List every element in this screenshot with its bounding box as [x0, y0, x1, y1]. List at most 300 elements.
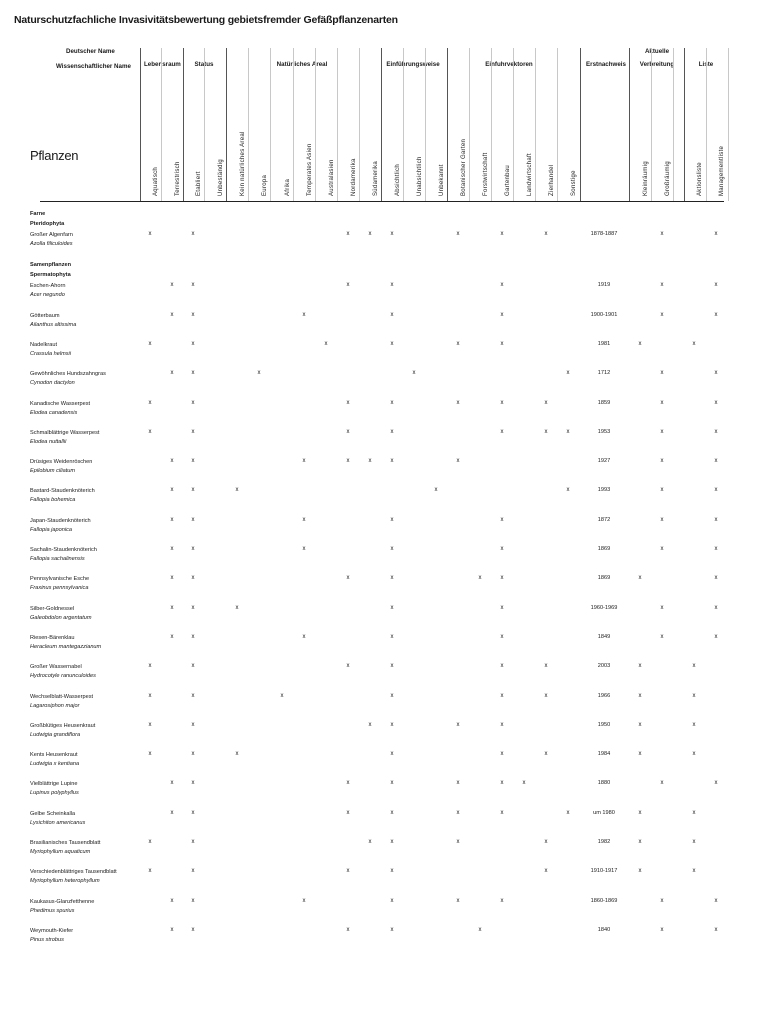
mark-cell: x	[324, 340, 328, 347]
erstnachweis-value: 1960-1969	[590, 604, 618, 611]
mark-cell: x	[714, 282, 718, 289]
species-latin-name: Fraxinus pennsylvanica	[30, 585, 89, 592]
mark-cell: x	[191, 282, 195, 289]
species-german-name: Kaukasus-Glanzfetthenne	[30, 898, 95, 905]
section-label: Farne	[30, 211, 46, 217]
mark-cell: x	[714, 487, 718, 494]
mark-cell: x	[191, 780, 195, 787]
mark-cell: x	[170, 575, 174, 582]
mark-cell: x	[660, 231, 664, 237]
table-row	[30, 898, 94, 916]
table-row	[30, 429, 99, 447]
table-row	[30, 370, 106, 388]
pflanzen-label: Pflanzen	[30, 148, 79, 163]
mark-cell: x	[390, 231, 394, 237]
species-latin-name: Myriophyllum heterophyllum	[30, 878, 100, 885]
species-german-name: Kents Heusenkraut	[30, 752, 78, 759]
mark-cell: x	[148, 663, 152, 670]
mark-cell: x	[346, 575, 350, 582]
table-row	[30, 605, 92, 623]
mark-cell: x	[191, 458, 195, 465]
column-header: Botanischer Garten	[461, 138, 467, 196]
table-row	[30, 663, 96, 681]
column-separator	[629, 48, 630, 201]
header-einfuhrweise: Einführungsweise	[386, 61, 440, 68]
mark-cell: x	[638, 692, 642, 699]
mark-cell: x	[170, 282, 174, 289]
mark-cell: x	[544, 428, 548, 435]
mark-cell: x	[390, 897, 394, 904]
mark-cell: x	[170, 780, 174, 787]
species-latin-name: Hydrocotyle ranunculoides	[30, 673, 96, 680]
section-label: Samenpflanzen	[30, 262, 72, 269]
mark-cell: x	[390, 516, 394, 523]
mark-cell: x	[692, 868, 696, 875]
species-latin-name: Epilobium ciliatum	[30, 468, 76, 475]
mark-cell: x	[191, 340, 195, 347]
erstnachweis-value: 1927	[597, 458, 611, 465]
erstnachweis-value: 1982	[597, 839, 611, 845]
mark-cell: x	[566, 809, 570, 816]
mark-cell: x	[390, 692, 394, 699]
column-separator	[183, 48, 184, 201]
mark-cell: x	[638, 721, 642, 728]
column-separator	[491, 48, 492, 201]
column-separator	[651, 48, 652, 201]
header-verbreitung-1: Aktuelle	[644, 48, 670, 55]
mark-cell: x	[302, 311, 306, 318]
erstnachweis-value: 1966	[597, 692, 611, 699]
column-header: Nordamerika	[351, 158, 357, 196]
mark-cell: x	[191, 633, 195, 640]
mark-cell: x	[368, 721, 372, 728]
mark-cell: x	[191, 428, 195, 435]
mark-cell: x	[638, 751, 642, 758]
table-row	[30, 282, 65, 300]
mark-cell: x	[500, 282, 504, 289]
column-separator	[673, 48, 674, 201]
erstnachweis-value: 1953	[597, 428, 611, 435]
column-separator	[359, 48, 360, 201]
table-row	[30, 231, 73, 249]
mark-cell: x	[660, 546, 664, 552]
column-separator	[425, 48, 426, 201]
mark-cell: x	[346, 926, 350, 933]
erstnachweis-value: um 1980	[593, 809, 615, 816]
table-row	[30, 722, 95, 740]
column-header: Aktionsliste	[697, 162, 703, 196]
column-header: Kein natürliches Areal	[240, 131, 246, 196]
column-separator	[706, 48, 707, 201]
mark-cell: x	[692, 809, 696, 816]
mark-cell: x	[235, 487, 239, 494]
header-verbreitung-2: Verbreitung	[639, 61, 675, 68]
mark-cell: x	[170, 311, 174, 318]
species-german-name: Riesen-Bärenklau	[30, 634, 75, 641]
mark-cell: x	[714, 311, 718, 318]
mark-cell: x	[170, 458, 174, 465]
mark-cell: x	[412, 370, 416, 377]
mark-cell: x	[302, 897, 306, 904]
species-latin-name: Phedimus spurius	[30, 907, 75, 914]
mark-cell: x	[148, 428, 152, 435]
mark-cell: x	[544, 868, 548, 875]
species-german-name: Japan-Staudenknöterich	[30, 517, 91, 524]
mark-cell: x	[390, 839, 394, 845]
mark-cell: x	[500, 399, 504, 406]
mark-cell: x	[148, 692, 152, 699]
mark-cell: x	[714, 780, 718, 787]
mark-cell: x	[390, 458, 394, 465]
erstnachweis-value: 1880	[597, 780, 611, 787]
column-header: Landwirtschaft	[527, 153, 533, 196]
species-latin-name: Lupinus polyphyllus	[30, 790, 79, 797]
mark-cell: x	[191, 721, 195, 728]
column-header: Kleinräumig	[643, 161, 649, 196]
species-latin-name: Ailanthus altissima	[30, 321, 77, 328]
mark-cell: x	[346, 231, 350, 237]
species-german-name: Wechselblatt-Wasserpest	[30, 693, 94, 700]
mark-cell: x	[500, 751, 504, 758]
column-header: Australasien	[329, 159, 335, 196]
mark-cell: x	[191, 809, 195, 816]
mark-cell: x	[191, 516, 195, 523]
mark-cell: x	[638, 868, 642, 875]
mark-cell: x	[148, 721, 152, 728]
mark-cell: x	[280, 692, 284, 699]
mark-cell: x	[500, 231, 504, 237]
mark-cell: x	[638, 809, 642, 816]
mark-cell: x	[170, 370, 174, 377]
mark-cell: x	[390, 575, 394, 582]
species-german-name: Weymouth-Kiefer	[30, 927, 74, 934]
mark-cell: x	[500, 633, 504, 640]
mark-cell: x	[566, 370, 570, 377]
mark-cell: x	[170, 897, 174, 904]
mark-cell: x	[566, 428, 570, 435]
mark-cell: x	[500, 721, 504, 728]
mark-cell: x	[500, 428, 504, 435]
mark-cell: x	[692, 839, 696, 845]
mark-cell: x	[660, 633, 664, 640]
erstnachweis-value: 1869	[597, 546, 611, 552]
column-separator	[535, 48, 536, 201]
mark-cell: x	[544, 663, 548, 670]
erstnachweis-value: 1849	[597, 633, 611, 640]
column-separator	[513, 48, 514, 201]
mark-cell: x	[390, 546, 394, 552]
mark-cell: x	[368, 458, 372, 465]
species-german-name: Nadelkraut	[30, 341, 58, 348]
mark-cell: x	[660, 516, 664, 523]
mark-cell: x	[456, 780, 460, 787]
header-liste: Liste	[698, 61, 714, 68]
species-latin-name: Galeobdolon argentatum	[30, 614, 92, 621]
erstnachweis-value: 1984	[597, 751, 611, 758]
mark-cell: x	[346, 780, 350, 787]
table-row	[30, 517, 91, 535]
column-header: Temperates Asien	[307, 143, 313, 196]
species-latin-name: Ludwigia grandiflora	[30, 731, 81, 738]
mark-cell: x	[191, 311, 195, 318]
column-header: Großräumig	[665, 160, 671, 196]
mark-cell: x	[191, 926, 195, 933]
column-header: Managementliste	[719, 145, 725, 196]
mark-cell: x	[500, 780, 504, 787]
mark-cell: x	[390, 809, 394, 816]
mark-cell: x	[148, 839, 152, 845]
table-row	[30, 341, 71, 359]
species-latin-name: Elodea canadensis	[30, 409, 78, 416]
mark-cell: x	[235, 604, 239, 611]
erstnachweis-value: 1950	[597, 721, 611, 728]
mark-cell: x	[544, 231, 548, 237]
erstnachweis-value: 1869	[597, 575, 611, 582]
mark-cell: x	[478, 575, 482, 582]
mark-cell: x	[456, 399, 460, 406]
mark-cell: x	[714, 231, 718, 237]
column-separator	[381, 48, 382, 201]
mark-cell: x	[692, 692, 696, 699]
mark-cell: x	[235, 751, 239, 758]
mark-cell: x	[191, 231, 195, 237]
mark-cell: x	[500, 516, 504, 523]
mark-cell: x	[456, 897, 460, 904]
species-german-name: Verschiedenblättriges Tausendblatt	[30, 869, 117, 876]
species-german-name: Großer Algenfarn	[30, 232, 73, 238]
mark-cell: x	[456, 231, 460, 237]
mark-cell: x	[191, 897, 195, 904]
species-latin-name: Cynodon dactylon	[30, 380, 75, 387]
mark-cell: x	[170, 926, 174, 933]
mark-cell: x	[660, 897, 664, 904]
erstnachweis-value: 1872	[597, 516, 611, 523]
mark-cell: x	[714, 633, 718, 640]
page-title: Naturschutzfachliche Invasivitätsbewertung gebietsfremder Gefäßpflanzenarten	[14, 14, 398, 26]
mark-cell: x	[692, 663, 696, 670]
mark-cell: x	[390, 868, 394, 875]
species-latin-name: Fallopia sachalinensis	[30, 556, 85, 562]
column-separator	[293, 48, 294, 201]
mark-cell: x	[191, 370, 195, 377]
table-row	[30, 780, 79, 798]
column-header: Forstwirtschaft	[483, 152, 489, 196]
mark-cell: x	[148, 751, 152, 758]
column-separator	[270, 48, 271, 201]
species-latin-name: Myriophyllum aquaticum	[30, 849, 91, 855]
mark-cell: x	[390, 428, 394, 435]
header-lebensraum: Lebensraum	[144, 61, 181, 68]
column-header: Aquatisch	[153, 166, 159, 196]
column-header: Afrika	[285, 178, 291, 196]
species-latin-name: Elodea nuttallii	[30, 438, 67, 445]
mark-cell: x	[714, 458, 718, 465]
mark-cell: x	[522, 780, 526, 787]
species-german-name: Gewöhnliches Hundszahngras	[30, 371, 106, 378]
column-separator	[728, 48, 729, 201]
mark-cell: x	[638, 839, 642, 845]
mark-cell: x	[170, 604, 174, 611]
mark-cell: x	[191, 663, 195, 670]
erstnachweis-value: 1910-1917	[590, 868, 618, 875]
mark-cell: x	[390, 604, 394, 611]
column-separator	[226, 48, 227, 201]
mark-cell: x	[500, 575, 504, 582]
mark-cell: x	[368, 839, 372, 845]
mark-cell: x	[714, 399, 718, 406]
mark-cell: x	[390, 780, 394, 787]
species-german-name: Kanadische Wasserpest	[30, 400, 91, 407]
mark-cell: x	[346, 428, 350, 435]
species-german-name: Drüsiges Weidenröschen	[30, 459, 93, 466]
mark-cell: x	[456, 721, 460, 728]
table-row	[30, 810, 85, 828]
erstnachweis-value: 1859	[597, 399, 611, 406]
header-areal: Natürliches Areal	[276, 61, 328, 68]
mark-cell: x	[660, 487, 664, 494]
erstnachweis-value: 1981	[597, 340, 611, 347]
mark-cell: x	[660, 780, 664, 787]
erstnachweis-value: 1878-1887	[590, 231, 618, 237]
mark-cell: x	[714, 370, 718, 377]
mark-cell: x	[714, 516, 718, 523]
column-separator	[140, 48, 141, 201]
mark-cell: x	[500, 692, 504, 699]
mark-cell: x	[390, 340, 394, 347]
header-bottom-rule	[40, 201, 724, 202]
species-latin-name: Azolla filiculoides	[30, 241, 73, 247]
mark-cell: x	[456, 839, 460, 845]
erstnachweis-value: 2003	[597, 663, 611, 670]
column-separator	[248, 48, 249, 201]
column-header: Sonstige	[571, 170, 577, 196]
header-erstnachweis: Erstnachweis	[586, 61, 626, 68]
section-label-latin: Pteridophyta	[30, 221, 65, 227]
mark-cell: x	[191, 692, 195, 699]
table-row	[30, 839, 100, 857]
mark-cell: x	[660, 926, 664, 933]
mark-cell: x	[302, 458, 306, 465]
mark-cell: x	[660, 604, 664, 611]
column-separator	[204, 48, 205, 201]
species-latin-name: Ludwigia x kentiana	[30, 761, 80, 768]
mark-cell: x	[170, 633, 174, 640]
species-latin-name: Lagarosiphon major	[30, 702, 80, 709]
mark-cell: x	[660, 311, 664, 318]
mark-cell: x	[660, 399, 664, 406]
header-vektoren: Einfuhrvektoren	[485, 61, 533, 68]
mark-cell: x	[714, 546, 718, 552]
table-row	[30, 751, 79, 769]
mark-cell: x	[660, 370, 664, 377]
species-german-name: Eschen-Ahorn	[30, 283, 66, 290]
species-german-name: Vielblättrige Lupine	[30, 781, 78, 788]
mark-cell: x	[191, 604, 195, 611]
species-latin-name: Fallopia bohemica	[30, 497, 76, 504]
mark-cell: x	[390, 663, 394, 670]
mark-cell: x	[500, 311, 504, 318]
species-german-name: Schmalblättrige Wasserpest	[30, 429, 100, 436]
mark-cell: x	[170, 487, 174, 494]
mark-cell: x	[346, 663, 350, 670]
mark-cell: x	[346, 399, 350, 406]
table-row	[30, 927, 73, 945]
mark-cell: x	[390, 926, 394, 933]
column-header: Südamerika	[373, 160, 379, 196]
mark-cell: x	[170, 809, 174, 816]
column-header: Unbekannt	[439, 164, 445, 196]
mark-cell: x	[544, 751, 548, 758]
mark-cell: x	[390, 399, 394, 406]
species-latin-name: Lysichiton americanus	[30, 819, 86, 826]
mark-cell: x	[434, 487, 438, 494]
mark-cell: x	[500, 809, 504, 816]
table-row	[30, 546, 97, 564]
column-header: Terrestrisch	[175, 161, 181, 196]
mark-cell: x	[390, 721, 394, 728]
mark-cell: x	[191, 575, 195, 582]
name-header-line1: Deutscher Name	[66, 48, 115, 55]
mark-cell: x	[478, 926, 482, 933]
table-row	[30, 868, 117, 886]
mark-cell: x	[456, 340, 460, 347]
mark-cell: x	[456, 458, 460, 465]
mark-cell: x	[191, 487, 195, 494]
column-header: Europa	[262, 174, 268, 196]
mark-cell: x	[257, 370, 261, 377]
species-german-name: Bastard-Staudenknöterich	[30, 488, 95, 495]
column-header: Unabsichtlich	[417, 156, 423, 196]
erstnachweis-value: 1919	[597, 282, 611, 289]
mark-cell: x	[302, 546, 306, 552]
erstnachweis-value: 1840	[597, 926, 611, 933]
species-german-name: Brasilianisches Tausendblatt	[30, 840, 101, 846]
mark-cell: x	[692, 721, 696, 728]
header-status: Status	[194, 61, 214, 68]
erstnachweis-value: 1993	[597, 487, 611, 494]
species-latin-name: Acer negundo	[30, 292, 65, 299]
column-separator	[337, 48, 338, 201]
mark-cell: x	[714, 926, 718, 933]
mark-cell: x	[660, 428, 664, 435]
mark-cell: x	[714, 428, 718, 435]
erstnachweis-value: 1712	[597, 370, 611, 377]
table-row	[30, 458, 92, 476]
erstnachweis-value: 1860-1869	[590, 897, 618, 904]
column-separator	[580, 48, 581, 201]
column-separator	[447, 48, 448, 201]
mark-cell: x	[148, 340, 152, 347]
mark-cell: x	[390, 311, 394, 318]
mark-cell: x	[500, 663, 504, 670]
mark-cell: x	[170, 516, 174, 523]
mark-cell: x	[346, 868, 350, 875]
species-german-name: Gelbe Scheinkalla	[30, 810, 76, 817]
mark-cell: x	[692, 340, 696, 347]
column-header: Unbeständig	[218, 159, 224, 196]
mark-cell: x	[368, 231, 372, 237]
column-separator	[684, 48, 685, 201]
mark-cell: x	[660, 282, 664, 289]
mark-cell: x	[660, 458, 664, 465]
mark-cell: x	[390, 633, 394, 640]
mark-cell: x	[638, 575, 642, 582]
table-row	[30, 312, 76, 330]
column-header: Zierhandel	[549, 164, 555, 196]
column-separator	[557, 48, 558, 201]
mark-cell: x	[544, 399, 548, 406]
column-separator	[315, 48, 316, 201]
